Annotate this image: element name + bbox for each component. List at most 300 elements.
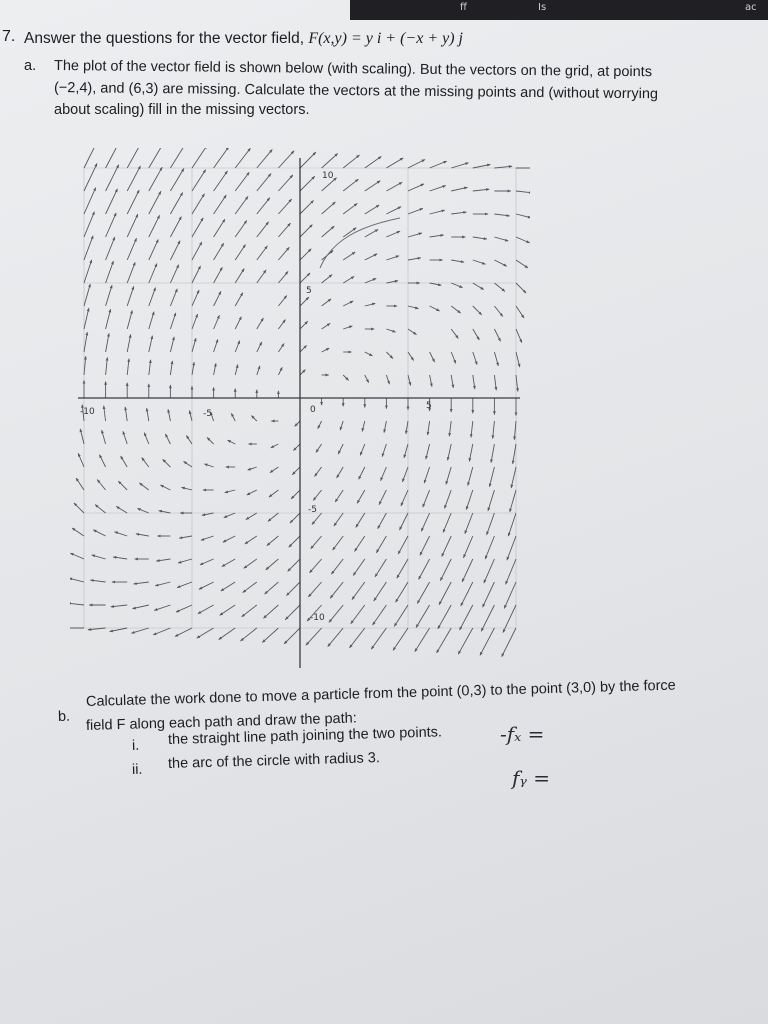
field-vector-arrow	[290, 513, 300, 523]
field-vector-arrow	[396, 582, 408, 602]
field-vector-arrow	[343, 252, 355, 260]
field-vector-arrow	[257, 342, 262, 352]
field-vector-arrow	[300, 273, 310, 283]
field-vector-arrow	[359, 467, 365, 479]
field-vector-arrow	[510, 490, 516, 512]
field-vector-arrow	[156, 559, 170, 561]
field-vector-arrow	[338, 444, 343, 454]
field-vector-arrow	[300, 225, 312, 237]
field-vector-arrow	[360, 444, 365, 455]
field-vector-arrow	[343, 375, 348, 380]
field-vector-arrow	[225, 490, 235, 493]
field-vector-arrow	[147, 408, 149, 421]
field-vector-arrow	[84, 260, 92, 283]
field-vector-arrow	[300, 345, 307, 352]
field-vector-arrow	[149, 336, 153, 352]
field-vector-arrow	[487, 513, 495, 535]
field-vector-arrow	[343, 203, 357, 214]
part-b-item-ii-text: the arc of the circle with radius 3.	[167, 750, 381, 772]
field-vector-arrow	[489, 467, 494, 487]
field-vector-arrow	[322, 275, 332, 283]
field-vector-arrow	[235, 317, 241, 329]
field-vector-arrow	[149, 215, 160, 237]
field-vector-arrow	[402, 467, 408, 482]
field-vector-arrow	[473, 189, 489, 191]
field-vector-arrow	[182, 487, 192, 490]
field-vector-arrow	[328, 628, 343, 647]
field-vector-arrow	[408, 258, 421, 260]
field-vector-arrow	[365, 229, 378, 237]
field-vector-arrow	[149, 288, 156, 306]
field-vector-arrow	[235, 341, 240, 352]
field-vector-arrow	[224, 513, 235, 518]
field-vector-arrow	[214, 339, 218, 352]
field-vector-arrow	[127, 286, 134, 306]
field-vector-arrow	[257, 174, 271, 191]
field-vector-arrow	[235, 148, 250, 168]
field-vector-arrow	[430, 375, 432, 387]
field-vector-arrow	[137, 508, 148, 513]
field-vector-arrow	[300, 249, 311, 260]
field-vector-arrow	[408, 208, 423, 214]
field-vector-arrow	[408, 329, 416, 335]
field-vector-arrow	[300, 176, 315, 191]
field-vector-arrow	[121, 456, 128, 467]
field-vector-arrow	[192, 338, 196, 352]
field-vector-arrow	[278, 175, 292, 191]
field-vector-arrow	[204, 464, 213, 467]
field-vector-arrow	[334, 513, 343, 526]
field-vector-arrow	[310, 559, 322, 573]
field-vector-arrow	[201, 536, 214, 540]
field-vector-arrow	[106, 189, 118, 214]
field-vector-arrow	[343, 179, 358, 191]
field-vector-arrow	[322, 154, 338, 168]
field-vector-arrow	[84, 188, 96, 214]
field-vector-arrow	[243, 582, 257, 593]
field-vector-arrow	[70, 553, 84, 559]
field-vector-arrow	[300, 200, 314, 214]
field-vector-arrow	[362, 421, 365, 431]
field-vector-arrow	[84, 332, 87, 352]
field-vector-arrow	[271, 444, 279, 448]
field-vector-arrow	[149, 360, 151, 375]
field-vector-arrow	[421, 513, 429, 531]
field-vector-arrow	[516, 260, 528, 268]
field-vector-arrow	[365, 181, 380, 191]
field-vector-arrow	[102, 430, 106, 444]
field-vector-arrow	[451, 375, 453, 388]
field-vector-arrow	[106, 148, 120, 168]
field-vector-arrow	[378, 513, 387, 529]
field-vector-arrow	[354, 536, 364, 551]
strip-glyph-left: ff	[460, 2, 467, 13]
field-vector-arrow	[214, 243, 224, 260]
field-vector-arrow	[125, 407, 127, 421]
field-vector-arrow	[231, 413, 235, 421]
field-vector-arrow	[488, 490, 494, 511]
field-vector-arrow	[106, 237, 115, 260]
field-vector-arrow	[430, 210, 445, 214]
field-vector-arrow	[168, 409, 170, 421]
field-vector-arrow	[278, 199, 291, 214]
field-vector-arrow	[207, 437, 214, 444]
field-vector-arrow	[494, 375, 496, 390]
tick-label-origin: 0	[310, 405, 316, 415]
field-vector-arrow	[393, 628, 408, 650]
field-vector-arrow	[291, 490, 300, 499]
field-vector-arrow	[136, 534, 149, 536]
field-vector-arrow	[266, 559, 279, 570]
field-vector-arrow	[192, 170, 206, 191]
field-vector-arrow	[451, 352, 456, 363]
part-b-item-ii-label: ii.	[131, 761, 143, 778]
field-vector-arrow	[127, 310, 132, 329]
part-a-line3: about scaling) fill in the missing vectors.	[54, 102, 310, 118]
field-vector-arrow	[484, 559, 495, 583]
field-vector-arrow	[502, 628, 516, 657]
part-a-line1: The plot of the vector field is shown below (with scaling). But the vectors on the grid, at points	[53, 58, 653, 81]
field-vector-arrow	[221, 582, 235, 591]
field-vector-arrow	[516, 214, 530, 218]
field-vector-arrow	[384, 421, 386, 433]
field-vector-arrow	[248, 467, 257, 470]
field-vector-arrow	[159, 511, 171, 513]
field-vector-arrow	[170, 265, 178, 283]
field-vector-arrow	[132, 605, 148, 609]
field-vector-arrow	[473, 164, 491, 168]
field-vector-arrow	[95, 505, 105, 513]
field-vector-arrow	[351, 605, 365, 624]
field-vector-arrow	[494, 283, 504, 291]
field-vector-arrow	[278, 296, 286, 306]
field-vector-arrow	[263, 605, 278, 618]
field-vector-arrow	[199, 582, 214, 589]
field-vector-arrow	[438, 605, 451, 629]
field-vector-arrow	[451, 212, 466, 214]
field-vector-arrow	[240, 628, 256, 641]
field-vector-arrow	[461, 582, 473, 606]
field-vector-arrow	[118, 481, 127, 490]
field-vector-arrow	[466, 490, 473, 510]
field-vector-arrow	[170, 168, 184, 191]
field-vector-arrow	[144, 433, 149, 444]
field-vector-arrow	[365, 254, 377, 260]
field-vector-arrow	[127, 238, 136, 260]
field-vector-arrow	[106, 213, 117, 237]
plot-axes	[78, 158, 520, 668]
field-vector-arrow	[285, 605, 300, 620]
tick-label-xneg5: -5	[203, 409, 212, 419]
field-vector-arrow	[300, 297, 309, 306]
field-vector-arrow	[397, 559, 408, 578]
field-vector-arrow	[394, 605, 408, 626]
field-vector-arrow	[430, 235, 444, 237]
field-vector-arrow	[84, 163, 97, 191]
field-vector-arrow	[235, 245, 245, 260]
field-vector-arrow	[386, 182, 402, 191]
field-vector-arrow	[192, 242, 202, 260]
field-vector-arrow	[220, 605, 235, 615]
field-vector-arrow	[278, 367, 282, 375]
field-vector-arrow	[257, 198, 270, 214]
field-vector-arrow	[408, 375, 411, 385]
field-vector-arrow	[451, 163, 468, 168]
field-vector-arrow	[352, 582, 365, 600]
field-vector-arrow	[192, 362, 194, 375]
field-vector-arrow	[404, 444, 408, 458]
field-vector-arrow	[192, 314, 198, 329]
field-vector-arrow	[451, 329, 458, 338]
field-vector-arrow	[408, 160, 425, 168]
field-vector-arrow	[365, 352, 373, 356]
strip-glyph-right: ac	[745, 2, 757, 13]
field-vector-arrow	[442, 536, 451, 557]
field-vector-arrow	[84, 308, 89, 329]
field-vector-arrow	[494, 214, 509, 216]
part-a-label: a.	[24, 58, 37, 74]
field-vector-arrow	[78, 453, 84, 467]
field-vector-arrow	[179, 536, 192, 538]
field-vector-arrow	[444, 490, 451, 508]
field-vector-arrow	[74, 503, 84, 513]
field-vector-arrow	[113, 557, 127, 559]
field-vector-arrow	[311, 536, 322, 549]
field-vector-arrow	[507, 536, 516, 560]
field-vector-arrow	[382, 444, 386, 457]
field-vector-arrow	[308, 582, 321, 597]
field-vector-arrow	[365, 375, 369, 383]
field-vector-arrow	[322, 348, 330, 352]
field-vector-arrow	[408, 184, 424, 191]
field-vector-arrow	[443, 513, 451, 532]
field-vector-arrow	[506, 559, 516, 584]
field-vector-arrow	[284, 628, 300, 644]
field-vector-arrow	[426, 444, 430, 459]
field-vector-arrow	[430, 161, 447, 168]
field-vector-arrow	[70, 578, 84, 582]
field-vector-arrow	[439, 582, 451, 605]
field-vector-arrow	[278, 151, 294, 168]
field-vector-arrow	[214, 363, 216, 375]
field-vector-arrow	[170, 241, 180, 260]
field-vector-arrow	[494, 237, 508, 241]
field-vector-arrow	[473, 260, 486, 264]
field-vector-arrow	[228, 440, 236, 444]
tick-label-yneg10: -10	[310, 613, 325, 623]
field-vector-arrow	[270, 467, 278, 473]
field-vector-arrow	[198, 605, 214, 614]
field-vector-arrow	[423, 490, 430, 507]
field-vector-arrow	[493, 421, 495, 439]
tick-label-x5: 5	[426, 401, 432, 411]
field-vector-arrow	[430, 352, 435, 362]
field-vector-arrow	[471, 421, 473, 437]
field-vector-arrow	[424, 467, 429, 483]
field-vector-arrow	[265, 582, 279, 594]
field-vector-arrow	[516, 306, 524, 318]
field-vector-arrow	[398, 536, 408, 554]
field-vector-arrow	[415, 628, 430, 652]
field-vector-arrow	[257, 222, 269, 237]
field-vector-arrow	[175, 628, 192, 636]
field-vector-arrow	[400, 513, 408, 530]
field-vector-arrow	[246, 513, 257, 520]
field-vector-arrow	[178, 559, 192, 563]
field-vector-arrow	[70, 603, 84, 605]
field-vector-arrow	[322, 226, 335, 237]
field-vector-arrow	[386, 281, 398, 283]
field-vector-arrow	[184, 461, 192, 467]
field-vector-arrow	[84, 236, 93, 260]
tick-label-yneg5: -5	[308, 505, 317, 515]
field-vector-arrow	[192, 148, 207, 168]
field-vector-arrow	[469, 444, 473, 462]
field-vector-arrow	[300, 152, 316, 168]
field-vector-arrow	[245, 536, 257, 544]
field-vector-arrow	[473, 283, 484, 290]
field-vector-arrow	[247, 490, 257, 495]
field-vector-arrow	[106, 333, 109, 352]
field-vector-arrow	[451, 283, 462, 288]
field-vector-arrow	[462, 559, 473, 582]
field-vector-arrow	[480, 628, 494, 655]
field-vector-arrow	[292, 467, 300, 475]
field-vector-arrow	[494, 352, 498, 366]
field-vector-arrow	[300, 370, 305, 375]
field-vector-arrow	[329, 605, 343, 622]
field-vector-arrow	[365, 303, 375, 306]
handwritten-fy: fᵧ =	[512, 766, 551, 790]
field-vector-arrow	[257, 318, 264, 329]
field-vector-arrow	[350, 628, 365, 648]
field-vector-arrow	[244, 559, 257, 568]
field-vector-arrow	[170, 193, 182, 214]
field-vector-arrow	[503, 605, 516, 633]
field-vector-arrow	[473, 306, 482, 315]
field-vector-arrow	[381, 467, 387, 481]
field-vector-arrow	[295, 421, 300, 426]
field-vector-arrow	[278, 271, 288, 283]
field-vector-arrow	[267, 536, 279, 546]
field-vector-arrow	[353, 559, 365, 576]
part-b-item-i-label: i.	[131, 737, 140, 754]
field-vector-arrow	[106, 261, 114, 283]
field-vector-arrow	[356, 513, 365, 527]
part-b-label: b.	[57, 708, 71, 725]
field-vector-arrow	[153, 628, 170, 635]
field-vector-arrow	[251, 416, 256, 421]
field-vector-arrow	[155, 582, 170, 586]
field-vector-arrow	[437, 628, 452, 653]
field-vector-arrow	[90, 580, 105, 582]
field-vector-arrow	[343, 276, 354, 283]
field-vector-arrow	[214, 148, 229, 168]
vector-field-plot	[70, 148, 530, 668]
field-vector-arrow	[375, 559, 386, 577]
field-vector-arrow	[386, 231, 400, 237]
field-vector-arrow	[278, 223, 290, 237]
field-vector-arrow	[257, 149, 272, 168]
field-vector-arrow	[106, 285, 112, 306]
field-vector-arrow	[386, 352, 393, 359]
field-vector-arrow	[483, 582, 495, 607]
field-vector-arrow	[516, 191, 530, 193]
field-vector-arrow	[430, 186, 446, 191]
field-vector-arrow	[170, 217, 181, 237]
field-vector-arrow	[214, 315, 220, 329]
field-vector-arrow	[214, 267, 223, 283]
field-vector-arrow	[386, 158, 403, 168]
field-vector-arrow	[214, 171, 228, 191]
field-vector-arrow	[115, 532, 128, 536]
field-vector-arrow	[386, 207, 401, 214]
field-vector-arrow	[97, 480, 105, 490]
field-vector-arrow	[192, 290, 199, 306]
field-vector-arrow	[106, 357, 108, 375]
field-vector-arrow	[494, 329, 500, 341]
field-vector-arrow	[494, 306, 502, 316]
part-b-line1: Calculate the work done to move a particle from the point (0,3) to the point (3,0) by the force	[85, 677, 676, 710]
field-vector-arrow	[222, 559, 235, 567]
field-vector-arrow	[149, 167, 162, 191]
field-vector-arrow	[84, 284, 90, 306]
field-vector-arrow	[371, 628, 386, 649]
field-vector-arrow	[149, 148, 164, 168]
part-a-line2: (−2,4), and (6,3) are missing. Calculate the vectors at the missing points and (without worrying	[53, 80, 659, 103]
field-vector-arrow	[481, 605, 494, 631]
field-vector-arrow	[235, 365, 238, 375]
field-vector-arrow	[408, 306, 418, 309]
field-vector-arrow	[428, 421, 430, 435]
field-vector-arrow	[176, 605, 192, 612]
field-vector-arrow	[494, 260, 506, 266]
field-vector-arrow	[313, 490, 321, 500]
field-vector-arrow	[142, 458, 149, 467]
vector-field-formula: F(x,y) = y i + (−x + y) j	[308, 30, 463, 47]
field-vector-arrow	[278, 247, 289, 260]
field-vector-arrow	[473, 329, 480, 340]
field-vector-arrow	[127, 166, 140, 191]
field-vector-arrow	[262, 628, 278, 642]
field-vector-arrow	[149, 264, 157, 283]
field-vector-arrow	[331, 559, 343, 574]
field-vector-arrow	[343, 155, 359, 168]
field-vector-arrow	[235, 172, 249, 191]
field-vector-arrow	[127, 359, 129, 375]
part-b-item-i-text: the straight line path joining the two points.	[167, 724, 443, 748]
field-vector-arrow	[379, 490, 386, 505]
field-vector-arrow	[335, 490, 343, 502]
field-vector-arrow	[516, 237, 530, 243]
field-vector-arrow	[127, 190, 139, 214]
field-vector-arrow	[417, 582, 429, 603]
field-vector-arrow	[374, 582, 387, 601]
field-vector-arrow	[460, 605, 473, 630]
intro-text: Answer the questions for the vector field,	[24, 30, 305, 47]
field-vector-arrow	[84, 212, 94, 237]
field-vector-arrow	[516, 329, 522, 343]
field-vector-arrow	[322, 299, 331, 306]
field-vector-arrow	[508, 513, 516, 536]
field-vector-arrow	[473, 375, 475, 389]
field-vector-arrow	[192, 194, 204, 214]
field-vector-arrow	[365, 156, 382, 168]
field-vector-arrow	[186, 436, 192, 444]
field-vector-arrow	[154, 605, 170, 610]
field-vector-arrow	[72, 528, 84, 536]
field-vector-arrow	[214, 291, 221, 306]
